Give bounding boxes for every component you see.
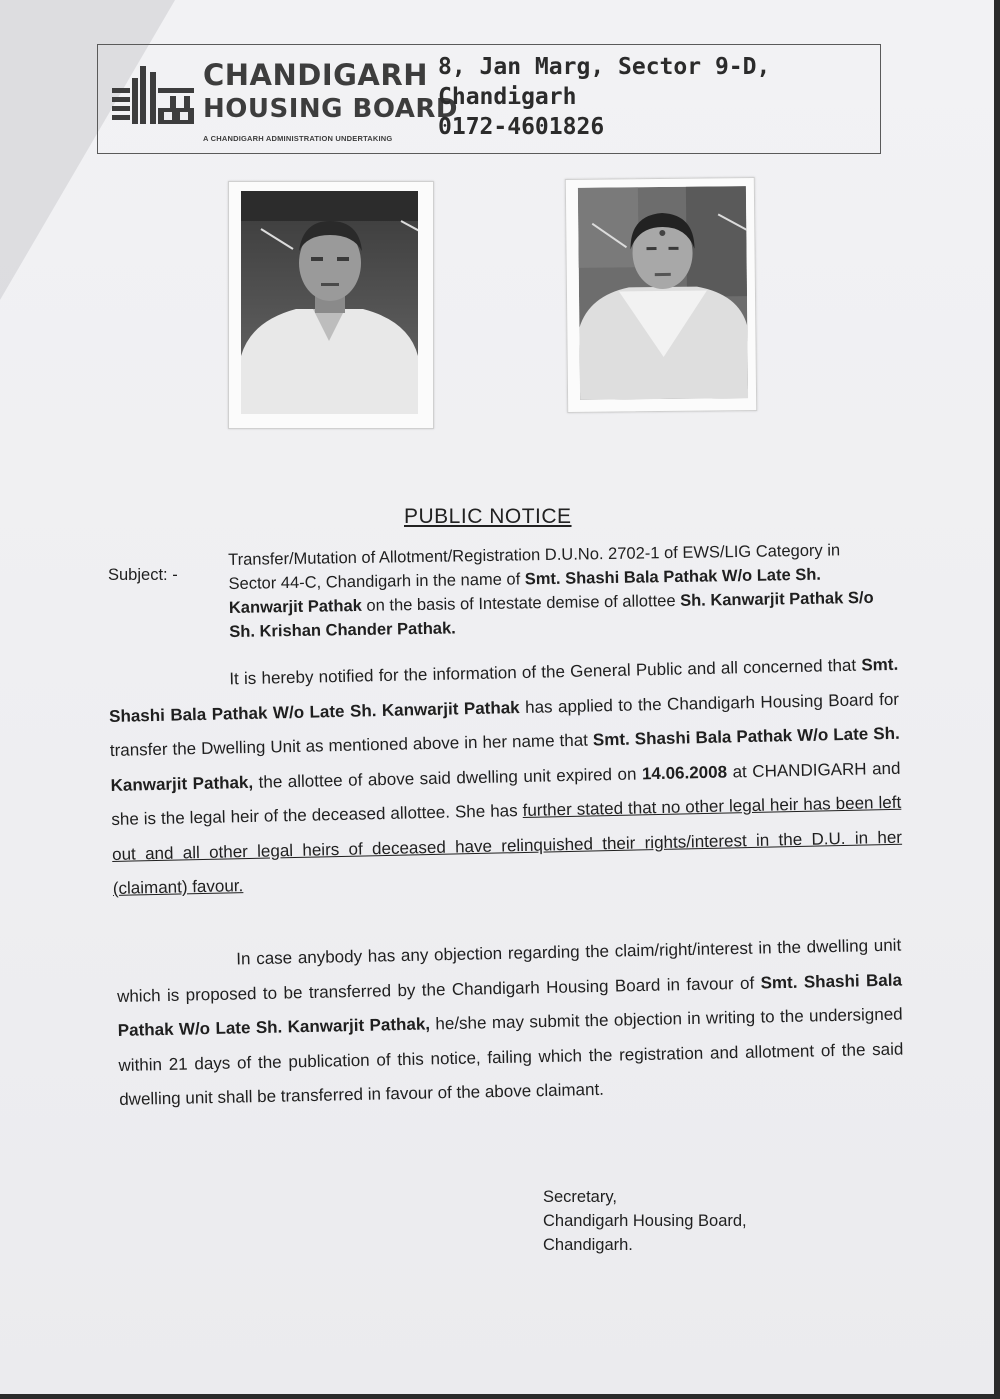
notice-paragraph-1 [108,648,903,907]
subject-label: Subject: - [108,566,178,584]
para1-claimant-name-2: Smt. Shashi Bala Pathak W/o Late Sh. Kanwarjit Pathak, [110,723,900,795]
logo-tagline: A CHANDIGARH ADMINISTRATION UNDERTAKING [203,134,393,143]
para1-claimant-name: Smt. Shashi Bala Pathak W/o Late Sh. Kanwarjit Pathak [108,654,899,726]
signature-block [543,1185,747,1257]
para2-part2: he/she may submit the objection in writing to the undersigned within 21 days of the publication of this notice, failing which the registration and allotment of the said dwelling unit shall be transferred in favour of the above claimant. [118,1004,904,1109]
address-line2: Chandigarh [438,84,577,110]
para2-part1: In case anybody has any objection regarding the claim/right/interest in the dwelling unit which is proposed to be transferred by the Chandigarh Housing Board in favour of [116,935,902,1006]
para1-date: 14.06.2008 [641,762,728,783]
signature-org: Chandigarh Housing Board, [543,1212,747,1230]
notice-paragraph-2 [116,929,904,1118]
man-portrait-photo [241,191,418,414]
logo-name-line1: CHANDIGARH [203,58,428,92]
signature-city: Chandigarh. [543,1236,633,1254]
address-line1: 8, Jan Marg, Sector 9-D, [438,54,771,80]
woman-portrait-photo [578,186,748,400]
para1-underlined-statement: further stated that no other legal heir has been left out and all other legal heirs of deceased have relinquished their rights/interest in the D.U. in her (claimant) favour. [111,792,903,898]
chb-logo [110,58,458,148]
subject-allottee-name: Sh. Kanwarjit Pathak S/o Sh. Krishan Chander Pathak. [229,588,874,641]
subject-part1: Transfer/Mutation of Allotment/Registration D.U.No. 2702-1 of EWS/LIG Category in Sector 44-C, Chandigarh in the name of [228,541,841,593]
photo-allottee [228,181,434,429]
para1-part3: the allottee of above said dwelling unit expired on [252,763,643,792]
para2-claimant-name: Smt. Shashi Bala Pathak W/o Late Sh. Kanwarjit Pathak, [117,970,903,1040]
para1-part4: at CHANDIGARH and she is the legal heir of the deceased allottee. She has [111,758,901,829]
subject-part2: on the basis of Intestate demise of allottee [361,591,681,615]
housing-board-logo-icon [110,64,196,126]
phone-number: 0172-4601826 [438,114,605,140]
subject-text [228,538,889,644]
para1-part2: has applied to the Chandigarh Housing Board for transfer the Dwelling Unit as mentioned above in her name that [109,689,900,760]
scan-edge-right [994,0,1000,1399]
notice-title: PUBLIC NOTICE [404,505,572,528]
subject-claimant-name: Smt. Shashi Bala Pathak W/o Late Sh. Kanwarjit Pathak [228,565,822,617]
letterhead-address [438,52,770,142]
logo-name-line2: HOUSING BOARD [203,94,458,124]
photo-claimant [565,177,757,413]
scan-edge-bottom [0,1394,1000,1399]
signature-title: Secretary, [543,1188,617,1206]
para1-part1: It is hereby notified for the information of the General Public and all concerned that [229,655,862,689]
